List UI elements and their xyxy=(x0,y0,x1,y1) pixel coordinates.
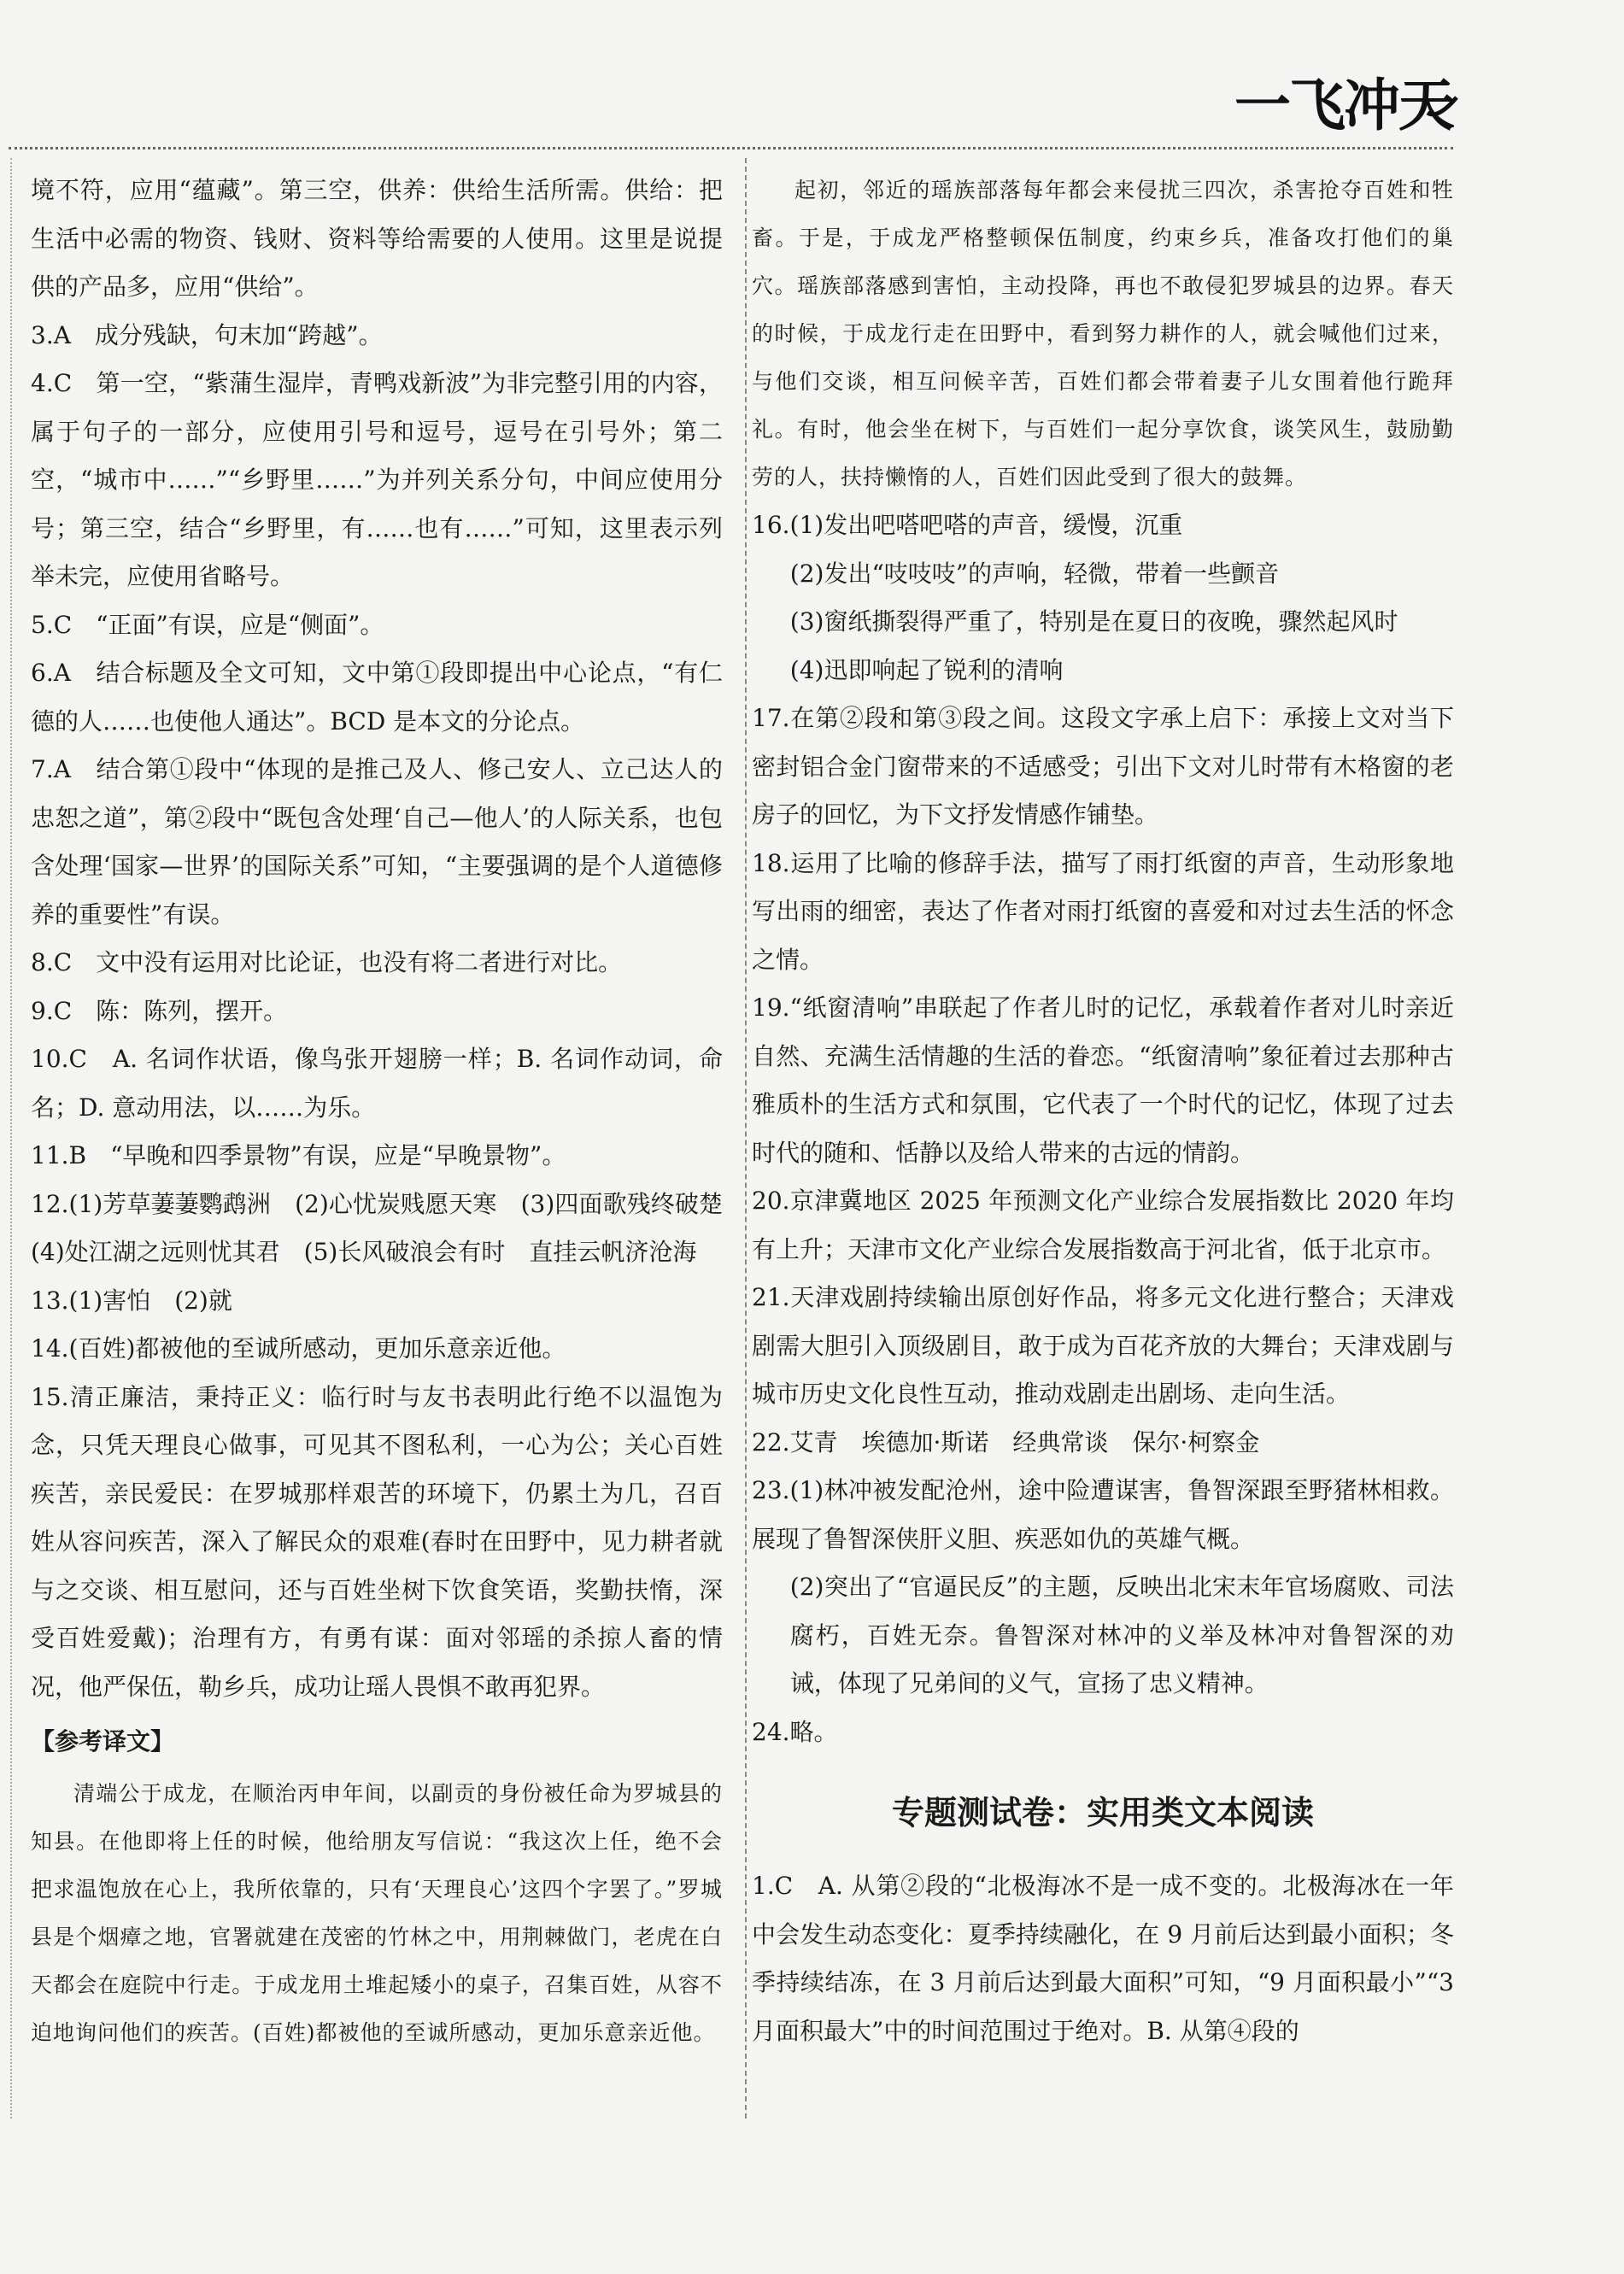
answer-16-sub: (2)发出“吱吱吱”的声响，轻微，带着一些颤音 xyxy=(789,559,1280,588)
answer-15: 15.清正廉洁，秉持正义：临行时与友书表明此行绝不以温饱为念，只凭天理良心做事，可见其不图私利，一心为公；关心百姓疾苦，亲民爱民：在罗城那样艰苦的环境下，仍累土为几，召百姓从容问疾苦，深入了解民众的艰难(春时在田野中，见力耕者就与之交谈、相互慰问，还与百姓坐树下饮食笑语，奖勤扶惰，深受百姓爱戴)；治理有方，有勇有谋：面对邻瑶的杀掠人畜的情况，他严保伍，勒乡兵，成功让瑶人畏惧不敢再犯界。 xyxy=(31,1382,723,1701)
left-column xyxy=(31,167,748,2057)
answer-3: 3.A 成分残缺，句末加“跨越”。 xyxy=(31,320,383,349)
answer-9: 9.C 陈：陈列，摆开。 xyxy=(31,996,288,1025)
left-margin-rule xyxy=(10,158,12,2119)
answer-8: 8.C 文中没有运用对比论证，也没有将二者进行对比。 xyxy=(31,948,623,976)
reference-translation-continued: 起初，邻近的瑶族部落每年都会来侵扰三四次，杀害抢夺百姓和牲畜。于是，于成龙严格整顿保伍制度，约束乡兵，准备攻打他们的巢穴。瑶族部落感到害怕，主动投降，再也不敢侵犯罗城县的边界。春天的时候，于成龙行走在田野中，看到努力耕作的人，就会喊他们过来，与他们交谈，相互问候辛苦，百姓们都会带着妻子儿女围着他行跪拜礼。有时，他会坐在树下，与百姓们一起分享饮食，谈笑风生，鼓励勤劳的人，扶持懒惰的人，百姓们因此受到了很大的鼓舞。 xyxy=(752,178,1454,489)
answer-22: 22.艾青 埃德加·斯诺 经典常谈 保尔·柯察金 xyxy=(752,1427,1260,1456)
reference-translation-title: 【参考译文】 xyxy=(31,1727,175,1755)
answer-12: 12.(1)芳草萋萋鹦鹉洲 (2)心忧炭贱愿天寒 (3)四面歌残终破楚 (4)处江湖之远则忧其君 (5)长风破浪会有时 直挂云帆济沧海 xyxy=(31,1189,748,1266)
answer-line: 境不符，应用“蕴藏”。第三空，供养：供给生活所需。供给：把生活中必需的物资、钱财、资料等给需要的人使用。这里是说提供的产品多，应用“供给”。 xyxy=(31,176,723,301)
answer-23: 23.(1)林冲被发配沧州，途中险遭谋害，鲁智深跟至野猪林相救。展现了鲁智深侠肝义胆、疾恶如仇的英雄气概。 xyxy=(752,1476,1454,1553)
section-answer-1: 1.C A. 从第②段的“北极海冰不是一成不变的。北极海冰在一年中会发生动态变化：夏季持续融化，在 9 月前后达到最小面积；冬季持续结冻，在 3 月前后达到最大面积”可知，“9 月面积最小”“3 月面积最大”中的时间范围过于绝对。B. 从第④段的 xyxy=(752,1872,1454,2045)
answer-11: 11.B “早晚和四季景物”有误，应是“早晚景物”。 xyxy=(31,1141,566,1169)
answer-14: 14.(百姓)都被他的至诚所感动，更加乐意亲近他。 xyxy=(31,1334,566,1363)
answer-19: 19.“纸窗清响”串联起了作者儿时的记忆，承载着作者对儿时亲近自然、充满生活情趣的生活的眷恋。“纸窗清响”象征着过去那种古雅质朴的生活方式和氛围，它代表了一个时代的记忆，体现了过去时代的随和、恬静以及给人带来的古远的情韵。 xyxy=(752,993,1454,1167)
answer-18: 18.运用了比喻的修辞手法，描写了雨打纸窗的声音，生动形象地写出雨的细密，表达了作者对雨打纸窗的喜爱和对过去生活的怀念之情。 xyxy=(752,848,1454,974)
right-column xyxy=(752,167,1454,2055)
answer-24: 24.略。 xyxy=(752,1717,838,1746)
answer-16-sub: (4)迅即响起了锐利的清响 xyxy=(789,655,1064,684)
section-title: 专题测试卷：实用类文本阅读 xyxy=(891,1794,1314,1832)
answer-21: 21.天津戏剧持续输出原创好作品，将多元文化进行整合；天津戏剧需大胆引入顶级剧目，敢于成为百花齐放的大舞台；天津戏剧与城市历史文化良性互动，推动戏剧走出剧场、走向生活。 xyxy=(752,1283,1454,1408)
reference-translation: 清端公于成龙，在顺治丙申年间，以副贡的身份被任命为罗城县的知县。在他即将上任的时候，他给朋友写信说：“我这次上任，绝不会把求温饱放在心上，我所依靠的，只有‘天理良心’这四个字罢了。”罗城县是个烟瘴之地，官署就建在茂密的竹林之中，用荆棘做门，老虎在白天都会在庭院中行走。于成龙用土堆起矮小的桌子，召集百姓，从容不迫地询问他们的疾苦。(百姓)都被他的至诚所感动，更加乐意亲近他。 xyxy=(31,1780,723,2045)
answer-16: 16.(1)发出吧嗒吧嗒的声音，缓慢，沉重 xyxy=(752,511,1183,539)
answer-23-sub: (2)突出了“官逼民反”的主题，反映出北宋末年官场腐败、司法腐朽，百姓无奈。鲁智深对林冲的义举及林冲对鲁智深的劝诫，体现了兄弟间的义气，宣扬了忠义精神。 xyxy=(789,1573,1454,1697)
answer-7: 7.A 结合第①段中“体现的是推己及人、修己安人、立己达人的忠恕之道”，第②段中“既包含处理‘自己—他人’的人际关系，也包含处理‘国家—世界’的国际关系”可知，“主要强调的是个人道德修养的重要性”有误。 xyxy=(31,755,723,929)
answer-20: 20.京津冀地区 2025 年预测文化产业综合发展指数比 2020 年均有上升；天津市文化产业综合发展指数高于河北省，低于北京市。 xyxy=(752,1187,1454,1263)
answer-4: 4.C 第一空，“紫蒲生湿岸，青鸭戏新波”为非完整引用的内容，属于句子的一部分，应使用引号和逗号，逗号在引号外；第二空，“城市中……”“乡野里……”为并列关系分句，中间应使用分号；第三空，结合“乡野里，有……也有……”可知，这里表示列举未完，应使用省略号。 xyxy=(31,369,723,590)
swoosh-icon xyxy=(1426,94,1460,120)
answer-5: 5.C “正面”有误，应是“侧面”。 xyxy=(31,610,384,639)
answer-10: 10.C A. 名词作状语，像鸟张开翅膀一样；B. 名词作动词，命名；D. 意动用法，以……为乐。 xyxy=(31,1045,723,1122)
brand-title: 一飞冲天 xyxy=(1234,73,1453,138)
header-divider xyxy=(9,147,1453,149)
answer-16-sub: (3)窗纸撕裂得严重了，特别是在夏日的夜晚，骤然起风时 xyxy=(789,607,1398,636)
answer-17: 17.在第②段和第③段之间。这段文字承上启下：承接上文对当下密封铝合金门窗带来的不适感受；引出下文对儿时带有木格窗的老房子的回忆，为下文抒发情感作铺垫。 xyxy=(752,704,1454,829)
column-divider xyxy=(745,158,747,2119)
answer-6: 6.A 结合标题及全文可知，文中第①段即提出中心论点，“有仁德的人……也使他人通达”。BCD 是本文的分论点。 xyxy=(31,659,723,736)
answer-13: 13.(1)害怕 (2)就 xyxy=(31,1286,232,1315)
